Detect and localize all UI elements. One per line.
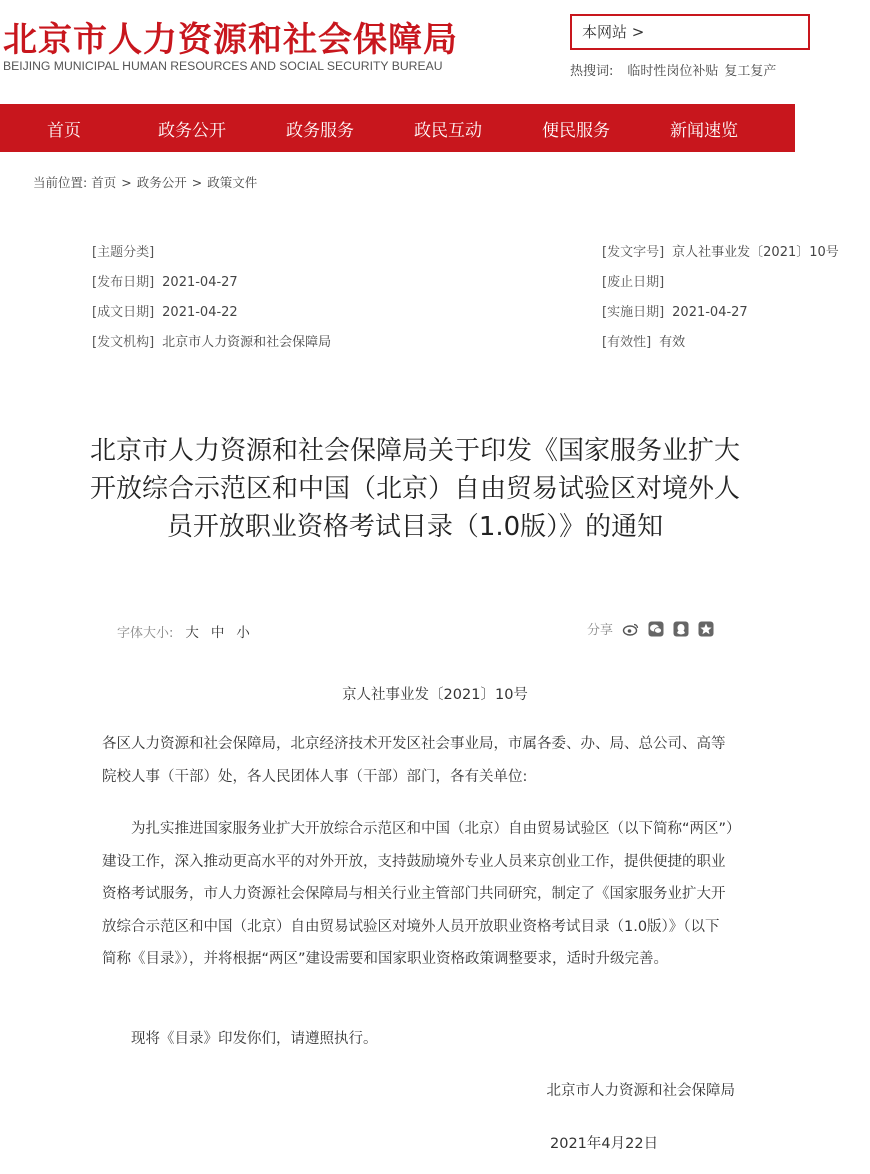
site-header: [0, 0, 795, 104]
hot-search: [570, 60, 780, 79]
breadcrumb-separator: >: [121, 175, 132, 190]
meta-key: [发布日期]: [92, 275, 155, 290]
meta-key: [废止日期]: [602, 275, 665, 290]
nav-item-government-affairs[interactable]: 政务公开: [158, 120, 226, 141]
site-subtitle: BEIJING MUNICIPAL HUMAN RESOURCES AND SOCIAL SECURITY BUREAU: [3, 59, 443, 73]
font-size-control: [117, 621, 250, 641]
meta-row: [602, 304, 839, 334]
nav-item-news[interactable]: 新闻速览: [670, 120, 738, 141]
document-title: 北京市人力资源和社会保障局关于印发《国家服务业扩大开放综合示范区和中国（北京）自由贸易试验区对境外人员开放职业资格考试目录（1.0版）》的通知: [90, 436, 741, 542]
meta-row: [92, 244, 331, 274]
signature-date: 2021年4月22日: [550, 1136, 659, 1152]
qq-icon[interactable]: [673, 621, 689, 637]
meta-key: [实施日期]: [602, 305, 665, 320]
main-nav: [0, 104, 795, 152]
meta-value: 2021-04-27: [162, 275, 238, 290]
font-size-large-button[interactable]: 大: [185, 625, 199, 641]
breadcrumb: [33, 173, 257, 191]
hot-search-item[interactable]: 临时性岗位补贴: [627, 64, 719, 79]
meta-row: [92, 274, 331, 304]
font-size-medium-button[interactable]: 中: [210, 625, 225, 641]
site-title[interactable]: 北京市人力资源和社会保障局: [3, 20, 458, 60]
breadcrumb-separator: >: [191, 175, 203, 190]
share-label: 分享: [587, 623, 614, 638]
meta-key: [发文字号]: [602, 245, 665, 260]
meta-row: [92, 334, 331, 364]
font-size-label: 字体大小:: [117, 626, 174, 641]
meta-value: 北京市人力资源和社会保障局: [162, 335, 332, 350]
breadcrumb-item-government-affairs[interactable]: 政务公开: [136, 175, 187, 190]
meta-key: [有效性]: [602, 335, 652, 350]
document-number: 京人社事业发〔2021〕10号: [342, 687, 528, 703]
meta-value: 京人社事业发〔2021〕10号: [672, 245, 839, 260]
meta-key: [发文机构]: [92, 335, 155, 350]
signature: 北京市人力资源和社会保障局: [546, 1083, 735, 1099]
wechat-icon[interactable]: [648, 621, 664, 637]
paragraph-addressees: 各区人力资源和社会保障局，北京经济技术开发区社会事业局，市属各委、办、局、总公司、高等院校人事（干部）处，各人民团体人事（干部）部门，各有关单位:: [102, 736, 726, 785]
meta-right-column: [602, 244, 839, 364]
weibo-icon[interactable]: [623, 621, 639, 637]
meta-value: 2021-04-27: [672, 305, 748, 320]
breadcrumb-label: 当前位置:: [33, 175, 88, 190]
paragraph-closing: 现将《目录》印发你们，请遵照执行。: [131, 1031, 378, 1047]
meta-key: [主题分类]: [92, 245, 155, 260]
meta-key: [成文日期]: [92, 305, 155, 320]
share-bar: [587, 619, 723, 638]
meta-left-column: [92, 244, 331, 364]
meta-value: 2021-04-22: [162, 305, 238, 320]
meta-row: [602, 334, 839, 364]
meta-value: 有效: [659, 335, 686, 350]
font-size-small-button[interactable]: 小: [236, 625, 250, 641]
nav-item-home[interactable]: 首页: [47, 120, 81, 141]
nav-item-interaction[interactable]: 政民互动: [414, 120, 482, 141]
breadcrumb-item-policy-documents[interactable]: 政策文件: [207, 175, 258, 190]
hot-search-item[interactable]: 复工复产: [724, 64, 777, 79]
meta-row: [602, 244, 839, 274]
nav-item-public-services[interactable]: 便民服务: [542, 120, 610, 141]
breadcrumb-item-home[interactable]: 首页: [91, 175, 117, 190]
meta-row: [602, 274, 839, 304]
nav-item-government-services[interactable]: 政务服务: [286, 120, 354, 141]
search-scope-select[interactable]: 本网站 >: [570, 14, 810, 50]
hot-search-label: 热搜词:: [570, 64, 614, 79]
meta-row: [92, 304, 331, 334]
paragraph-body: 为扎实推进国家服务业扩大开放综合示范区和中国（北京）自由贸易试验区（以下简称“两区”）建设工作，深入推动更高水平的对外开放，支持鼓励境外专业人员来京创业工作，提供便捷的职业资格考试服务，市人力资源社会保障局与相关行业主管部门共同研究，制定了《国家服务业扩大开放综合示范区和中国（北京）自由贸易试验区对境外人员开放职业资格考试目录（1.0版）》（以下简称《目录》），并将根据“两区”建设需要和国家职业资格政策调整要求，适时升级完善。: [102, 821, 734, 967]
qzone-icon[interactable]: [698, 621, 714, 637]
